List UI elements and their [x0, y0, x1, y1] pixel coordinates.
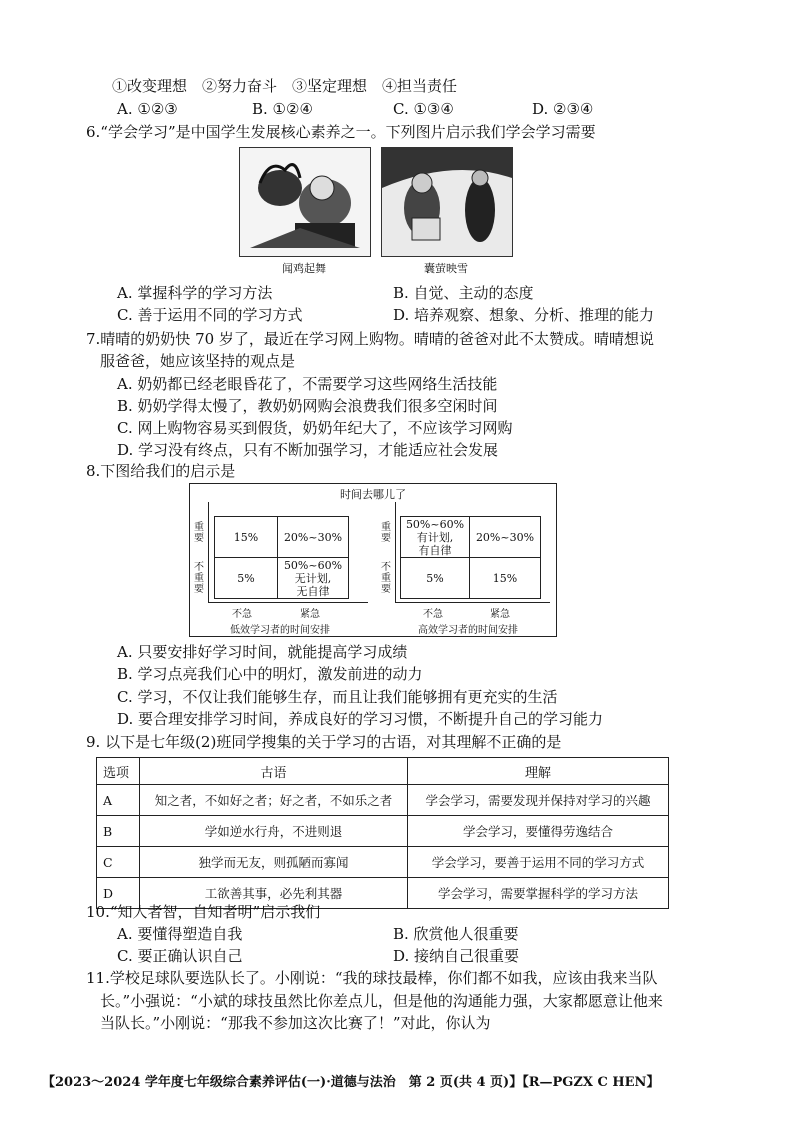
q10-stem: 10.“知人者智，自知者明”启示我们 [86, 903, 321, 921]
high-x-left-label: 不急 [423, 609, 443, 620]
time-allocation-figure [189, 483, 557, 637]
high-y-low-label: 不重要 [381, 562, 391, 595]
q6-stem: 6.“学会学习”是中国学生发展核心素养之一。下列图片启示我们学会学习需要 [86, 123, 596, 141]
q8-option-d: D. 要合理安排学习时间，养成良好的学习习惯，不断提升自己的学习能力 [117, 710, 604, 728]
q8-option-b: B. 学习点亮我们心中的明灯，激发前进的动力 [117, 665, 423, 683]
row-c-saying: 独学而无友，则孤陋而寡闻 [140, 847, 408, 878]
header-saying: 古语 [140, 758, 408, 785]
firefly-snow-image [381, 147, 513, 257]
table-row [97, 816, 669, 847]
high-y-high-label: 重要 [381, 522, 391, 544]
q7-stem-line2: 服爸爸，她应该坚持的观点是 [100, 352, 296, 370]
q10-option-a: A. 要懂得塑造自我 [117, 925, 243, 943]
page-footer: 【2023～2024 学年度七年级综合素养评估(一)·道德与法治 第 2 页(共 4 页)】【R—PGZX C HEN】 [42, 1075, 660, 1090]
q6-option-b: B. 自觉、主动的态度 [393, 284, 534, 302]
low-cell-important-urgent: 20%~30% [277, 516, 349, 558]
q5-option-b: B. ①②④ [252, 100, 313, 118]
high-y-axis [395, 502, 396, 602]
low-x-right-label: 紧急 [300, 609, 320, 620]
low-y-high-label: 重要 [194, 522, 204, 544]
high-cell-important-urgent: 20%~30% [469, 516, 541, 558]
high-caption: 高效学习者的时间安排 [418, 625, 518, 636]
row-b-saying: 学如逆水行舟，不进则退 [140, 816, 408, 847]
high-cell-important-not-urgent: 50%~60% 有计划, 有自律 [400, 516, 470, 558]
q5-option-a: A. ①②③ [117, 100, 178, 118]
high-cell-unimportant-not-urgent: 5% [400, 557, 470, 599]
q6-option-c: C. 善于运用不同的学习方式 [117, 306, 303, 324]
firefly-snow-caption: 囊萤映雪 [424, 262, 468, 275]
q6-option-a: A. 掌握科学的学习方法 [117, 284, 273, 302]
q7-stem-line1: 7.晴晴的奶奶快 70 岁了，最近在学习网上购物。晴晴的爸爸对此不太赞成。晴晴想说 [86, 330, 654, 348]
header-option: 选项 [97, 758, 140, 785]
table-header-row [97, 758, 669, 785]
q8-stem: 8.下图给我们的启示是 [86, 462, 236, 480]
row-d-saying: 工欲善其事，必先利其器 [140, 878, 408, 909]
q5-items: ①改变理想 ②努力奋斗 ③坚定理想 ④担当责任 [112, 77, 458, 95]
q8-option-c: C. 学习，不仅让我们能够生存，而且让我们能够拥有更充实的生活 [117, 688, 558, 706]
q8-option-a: A. 只要安排好学习时间，就能提高学习成绩 [117, 643, 408, 661]
high-x-axis [395, 602, 550, 603]
q6-option-d: D. 培养观察、想象、分析、推理的能力 [393, 306, 655, 324]
q11-line2: 长。”小强说：“小斌的球技虽然比你差点儿，但是他的沟通能力强，大家都愿意让他来 [100, 992, 663, 1010]
q7-option-c: C. 网上购物容易买到假货，奶奶年纪大了，不应该学习网购 [117, 419, 513, 437]
rooster-dance-caption: 闻鸡起舞 [282, 262, 326, 275]
q10-option-d: D. 接纳自己很重要 [393, 947, 520, 965]
q7-option-d: D. 学习没有终点，只有不断加强学习，才能适应社会发展 [117, 441, 499, 459]
low-cell-unimportant-not-urgent: 5% [214, 557, 278, 599]
low-caption: 低效学习者的时间安排 [230, 625, 330, 636]
table-row [97, 847, 669, 878]
q11-line3: 当队长。”小刚说：“那我不参加这次比赛了！”对此，你认为 [100, 1014, 491, 1032]
high-x-right-label: 紧急 [490, 609, 510, 620]
header-understanding: 理解 [408, 758, 669, 785]
row-c-option: C [97, 847, 140, 878]
low-y-axis [208, 502, 209, 602]
row-b-option: B [97, 816, 140, 847]
row-a-understanding: 学会学习，需要发现并保持对学习的兴趣 [408, 785, 669, 816]
row-d-understanding: 学会学习，需要掌握科学的学习方法 [408, 878, 669, 909]
row-d-option: D [97, 878, 140, 909]
q9-table [96, 757, 669, 909]
low-y-low-label: 不重要 [194, 562, 204, 595]
q5-option-d: D. ②③④ [532, 100, 594, 118]
low-cell-important-not-urgent: 15% [214, 516, 278, 558]
table-row [97, 785, 669, 816]
low-x-axis [208, 602, 368, 603]
q9-stem: 9. 以下是七年级(2)班同学搜集的关于学习的古语，对其理解不正确的是 [86, 733, 562, 751]
q10-option-c: C. 要正确认识自己 [117, 947, 243, 965]
q7-option-b: B. 奶奶学得太慢了，教奶奶网购会浪费我们很多空闲时间 [117, 397, 498, 415]
low-x-left-label: 不急 [232, 609, 252, 620]
row-b-understanding: 学会学习，要懂得劳逸结合 [408, 816, 669, 847]
row-a-saying: 知之者，不如好之者；好之者，不如乐之者 [140, 785, 408, 816]
q5-option-c: C. ①③④ [393, 100, 454, 118]
row-c-understanding: 学会学习，要善于运用不同的学习方式 [408, 847, 669, 878]
q10-option-b: B. 欣赏他人很重要 [393, 925, 519, 943]
figure-title: 时间去哪儿了 [340, 488, 406, 501]
rooster-dance-image [239, 147, 371, 257]
low-cell-unimportant-urgent: 50%~60% 无计划, 无自律 [277, 557, 349, 599]
high-cell-unimportant-urgent: 15% [469, 557, 541, 599]
row-a-option: A [97, 785, 140, 816]
q7-option-a: A. 奶奶都已经老眼昏花了，不需要学习这些网络生活技能 [117, 375, 498, 393]
q11-line1: 11.学校足球队要选队长了。小刚说：“我的球技最棒，你们都不如我，应该由我来当队 [86, 969, 658, 987]
